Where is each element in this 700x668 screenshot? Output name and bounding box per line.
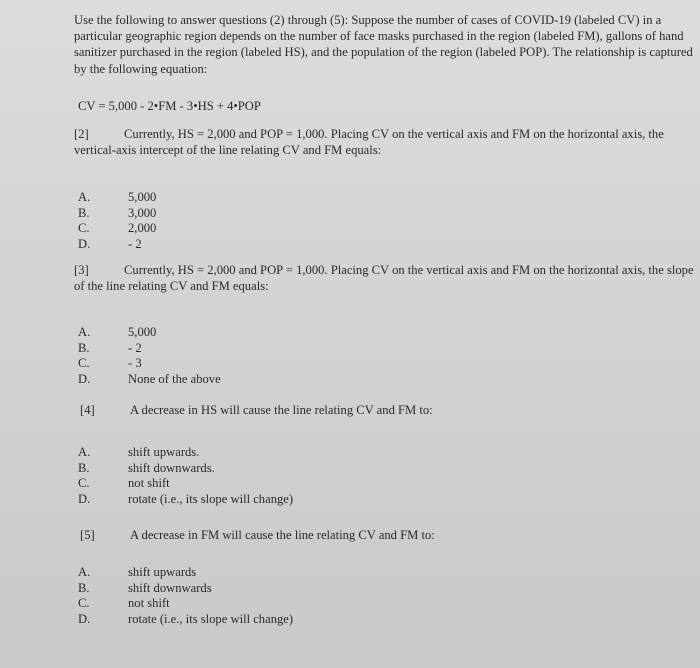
question-2-text (74, 126, 694, 158)
question-3-body: Currently, HS = 2,000 and POP = 1,000. Placing CV on the vertical axis and FM on the horizontal axis, the slope of the line relating CV and FM equals: (74, 263, 694, 294)
question-4-option-b: B. shift downwards. (78, 460, 215, 475)
intro-paragraph: Use the following to answer questions (2) through (5): Suppose the number of cases of COVID-19 (labeled CV) in a particular geographic region depends on the number of face masks purchased in the region (labeled FM), gallons of hand sanitizer purchased in the region (labeled HS), and the population of the region (labeled POP). The relationship is captured by the following equation: (74, 13, 693, 76)
question-5-option-d: D. rotate (i.e., its slope will change) (78, 611, 294, 626)
question-4-text (80, 403, 433, 418)
question-4-body: A decrease in HS will cause the line relating CV and FM to: (130, 403, 433, 417)
question-5-options (78, 565, 293, 627)
question-3-option-c: C. - 3 (78, 356, 142, 371)
question-4-option-a: A. shift upwards. (78, 445, 200, 459)
question-2-body: Currently, HS = 2,000 and POP = 1,000. Placing CV on the vertical axis and FM on the horizontal axis, the vertical-axis intercept of the line relating CV and FM equals: (74, 127, 664, 158)
question-3-number: [3] (74, 263, 89, 277)
question-3-option-d: D. None of the above (78, 371, 221, 386)
question-3-options (78, 325, 221, 387)
question-5-option-c: C. not shift (78, 596, 170, 611)
question-5-number: [5] (80, 528, 95, 542)
question-5-body: A decrease in FM will cause the line relating CV and FM to: (130, 528, 435, 542)
question-2-option-a: A. 5,000 (78, 190, 157, 204)
question-4-options (78, 445, 293, 507)
question-2-option-d: D. - 2 (78, 236, 142, 251)
question-3-option-a: A. 5,000 (78, 325, 157, 339)
question-4-option-d: D. rotate (i.e., its slope will change) (78, 491, 294, 506)
question-2-options (78, 190, 156, 252)
equation: CV = 5,000 - 2•FM - 3•HS + 4•POP (78, 99, 261, 113)
question-5-option-b: B. shift downwards (78, 580, 212, 595)
question-2-number: [2] (74, 127, 89, 141)
question-3-text (74, 262, 694, 294)
question-2-option-c: C. 2,000 (78, 221, 157, 236)
question-2-option-b: B. 3,000 (78, 205, 157, 220)
question-5-text (80, 528, 435, 543)
question-4-option-c: C. not shift (78, 476, 170, 491)
question-5-option-a: A. shift upwards (78, 565, 197, 579)
question-3-option-b: B. - 2 (78, 340, 142, 355)
question-4-number: [4] (80, 403, 95, 417)
